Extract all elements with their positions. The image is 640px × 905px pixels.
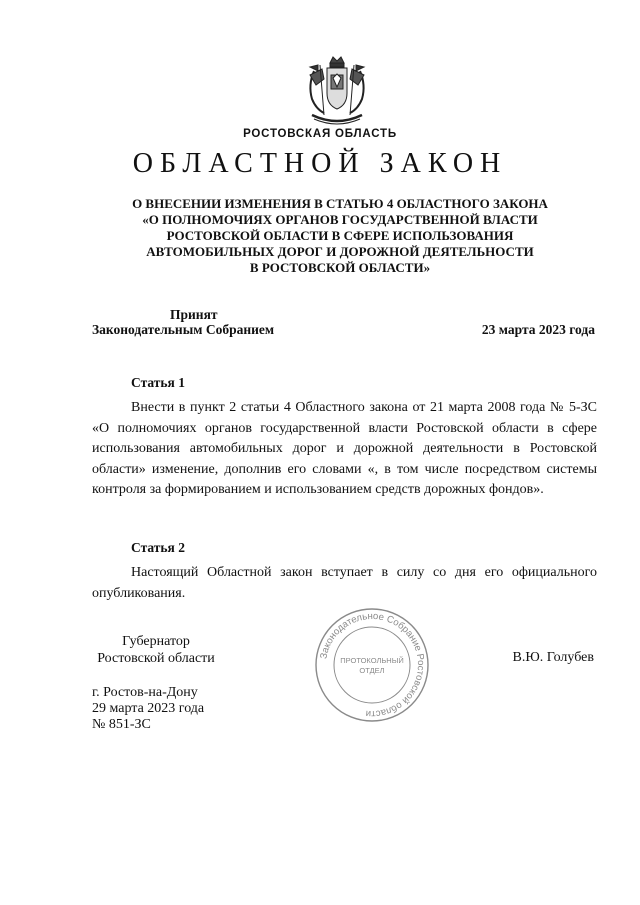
adoption-date: 23 марта 2023 года xyxy=(481,322,595,337)
law-title-line: В РОСТОВСКОЙ ОБЛАСТИ» xyxy=(249,260,431,275)
signatory-name: В.Ю. Голубев xyxy=(512,650,594,665)
law-title-line: «О ПОЛНОМОЧИЯХ ОРГАНОВ ГОСУДАРСТВЕННОЙ ВЛАСТИ xyxy=(142,212,538,227)
article-1-text: Внести в пункт 2 статьи 4 Областного закона от 21 марта 2008 года № 5-ЗС «О полномочиях органов государственной власти Ростовской области в сфере использования автомобильных дорог и дорожной деятельности в Ростовской области» изменение, дополнив его словами «, в том числе посредством системы контроля за формированием и использованием средств дорожных фондов». xyxy=(92,400,597,497)
protocol-department-stamp xyxy=(312,605,432,725)
region-name: РОСТОВСКАЯ ОБЛАСТЬ xyxy=(243,128,397,140)
signatory-title-line: Ростовской области xyxy=(97,651,215,666)
article-2-text: Настоящий Областной закон вступает в силу со дня его официального опубликования. xyxy=(92,565,597,601)
signing-date: 29 марта 2023 года xyxy=(92,701,205,716)
law-title-line: РОСТОВСКОЙ ОБЛАСТИ В СФЕРЕ ИСПОЛЬЗОВАНИЯ xyxy=(166,228,514,243)
document-type: ОБЛАСТНОЙ ЗАКОН xyxy=(132,148,508,179)
article-2-heading: Статья 2 xyxy=(131,540,185,555)
law-title-line: О ВНЕСЕНИИ ИЗМЕНЕНИЯ В СТАТЬЮ 4 ОБЛАСТНОГО ЗАКОНА xyxy=(132,196,548,211)
signatory-title-line: Губернатор xyxy=(122,634,190,649)
adopted-by: Законодательным Собранием xyxy=(92,322,275,337)
city: г. Ростов-на-Дону xyxy=(92,685,198,700)
law-title-line: АВТОМОБИЛЬНЫХ ДОРОГ И ДОРОЖНОЙ ДЕЯТЕЛЬНОСТИ xyxy=(146,244,534,259)
stamp-center-line: ОТДЕЛ xyxy=(359,666,385,675)
law-title xyxy=(100,196,580,276)
place-and-date xyxy=(92,685,204,733)
stamp-ring-text: Законодательное Собрание Ростовской области xyxy=(318,610,427,720)
signatory-title xyxy=(92,633,220,667)
adopted-label: Принят xyxy=(170,307,218,322)
article-1-heading: Статья 1 xyxy=(131,375,185,390)
stamp-center-line: ПРОТОКОЛЬНЫЙ xyxy=(340,656,404,665)
coat-of-arms-icon xyxy=(300,55,374,127)
law-number: № 851-ЗС xyxy=(92,717,151,732)
